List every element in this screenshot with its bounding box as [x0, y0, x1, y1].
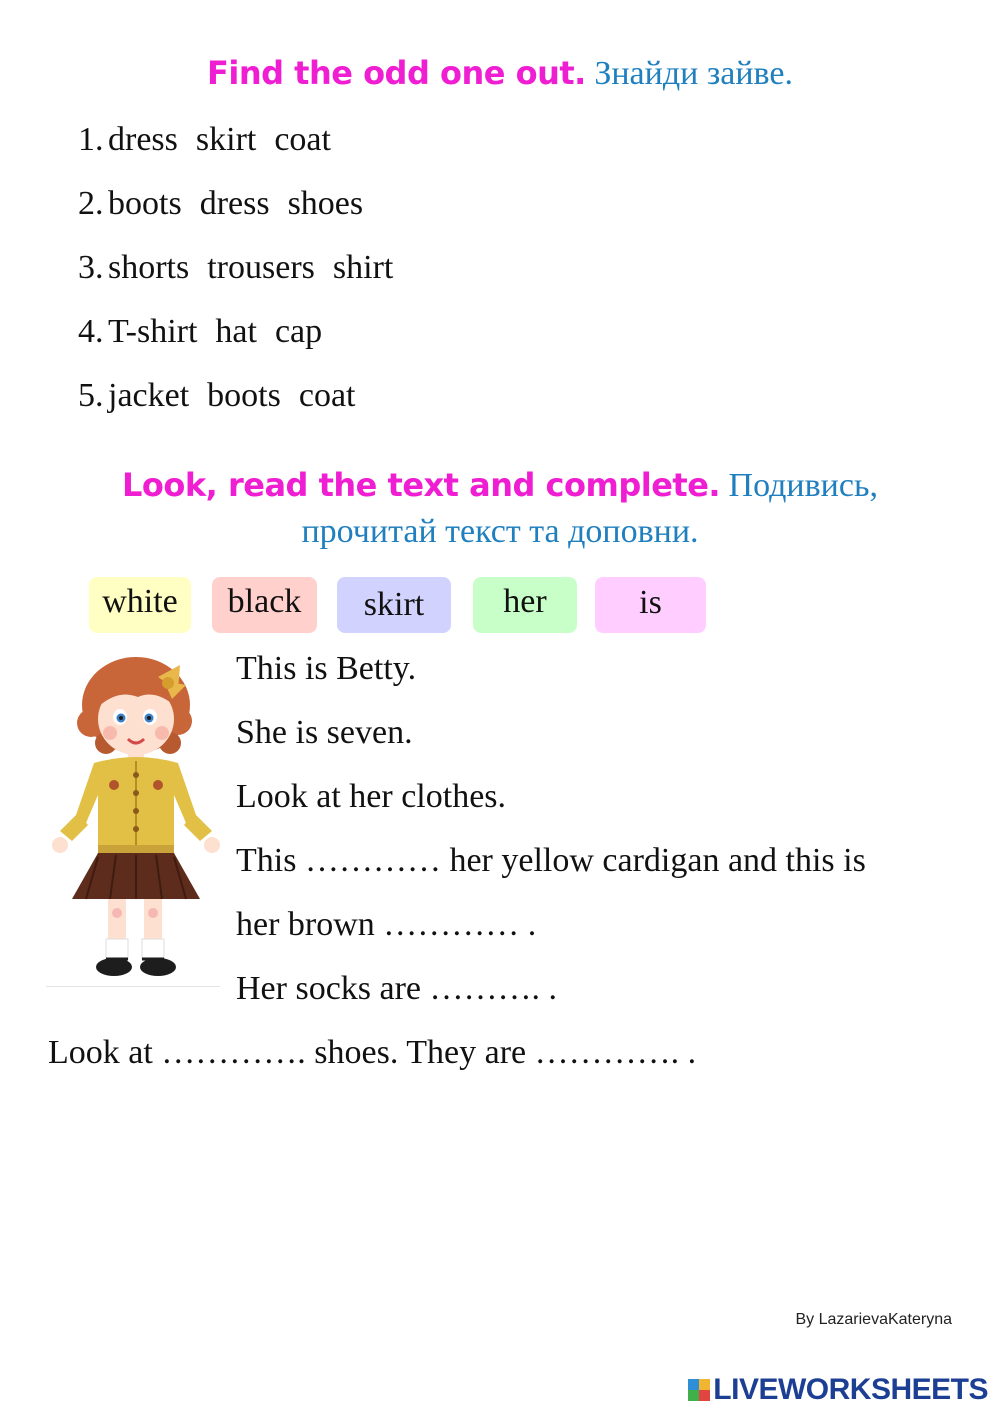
logo-grid-icon	[688, 1379, 710, 1401]
word-option[interactable]: T-shirt	[108, 313, 198, 350]
word-option[interactable]: jacket	[108, 377, 190, 414]
list-item	[78, 244, 393, 308]
word-option[interactable]: shorts	[108, 249, 190, 286]
list-item	[78, 116, 393, 180]
logo-text: LIVEWORKSHEETS	[713, 1373, 988, 1406]
girl-doll-illustration	[46, 655, 222, 990]
word-chip-her[interactable]	[473, 577, 577, 633]
word-chip-is[interactable]	[595, 577, 706, 633]
word-chip-label: white	[102, 583, 178, 620]
text-line-with-blank[interactable]: This ………… her yellow cardigan and this is	[236, 842, 866, 879]
word-chip-black[interactable]	[212, 577, 317, 633]
word-option[interactable]: cap	[274, 313, 323, 350]
section1-heading	[0, 50, 1000, 97]
word-option[interactable]: dress	[108, 121, 178, 158]
reading-text	[236, 645, 866, 1029]
text-line-with-blank[interactable]: Her socks are ………. .	[236, 970, 558, 1007]
word-chip-white[interactable]	[89, 577, 191, 633]
section2-heading-en: Look, read the text and complete.	[122, 466, 721, 504]
word-chip-skirt[interactable]	[337, 577, 451, 633]
section2-heading-ua-line2: прочитай текст та доповни.	[301, 513, 699, 550]
text-line: Look at her clothes.	[236, 778, 507, 815]
word-option[interactable]: hat	[215, 313, 257, 350]
item-number: 2.	[78, 185, 104, 222]
text-line-with-blank[interactable]: her brown ………… .	[236, 906, 537, 943]
word-chip-label: is	[639, 584, 662, 621]
word-option[interactable]: dress	[199, 185, 270, 222]
item-number: 4.	[78, 313, 104, 350]
word-option[interactable]: boots	[108, 185, 182, 222]
text-line: This is Betty.	[236, 650, 417, 687]
word-option[interactable]: trousers	[207, 249, 315, 286]
item-number: 1.	[78, 121, 104, 158]
list-item	[78, 180, 393, 244]
word-option[interactable]: shirt	[332, 249, 394, 286]
text-line: She is seven.	[236, 714, 413, 751]
section2-heading	[0, 462, 1000, 555]
image-baseline	[46, 986, 220, 987]
text-line-with-blank[interactable]: Look at …………. shoes. They are …………. .	[48, 1034, 697, 1071]
word-option[interactable]: shoes	[287, 185, 364, 222]
word-bank	[0, 577, 1000, 633]
author-credit: By LazarievaKateryna	[795, 1311, 952, 1328]
item-number: 3.	[78, 249, 104, 286]
word-option[interactable]: coat	[274, 121, 331, 158]
section2-heading-ua-line1: Подивись,	[728, 467, 878, 504]
section1-heading-ua: Знайди зайве.	[594, 55, 793, 92]
word-chip-label: her	[503, 583, 547, 620]
word-option[interactable]: boots	[207, 377, 281, 414]
item-number: 5.	[78, 377, 104, 414]
section1-heading-en: Find the odd one out.	[206, 54, 586, 92]
word-chip-label: black	[227, 583, 302, 620]
list-item	[78, 308, 393, 372]
liveworksheets-logo[interactable]	[688, 1372, 988, 1408]
word-option[interactable]: coat	[298, 377, 356, 414]
list-item	[78, 372, 393, 436]
word-option[interactable]: skirt	[195, 121, 257, 158]
word-chip-label: skirt	[363, 586, 425, 623]
odd-one-out-list	[78, 116, 393, 436]
